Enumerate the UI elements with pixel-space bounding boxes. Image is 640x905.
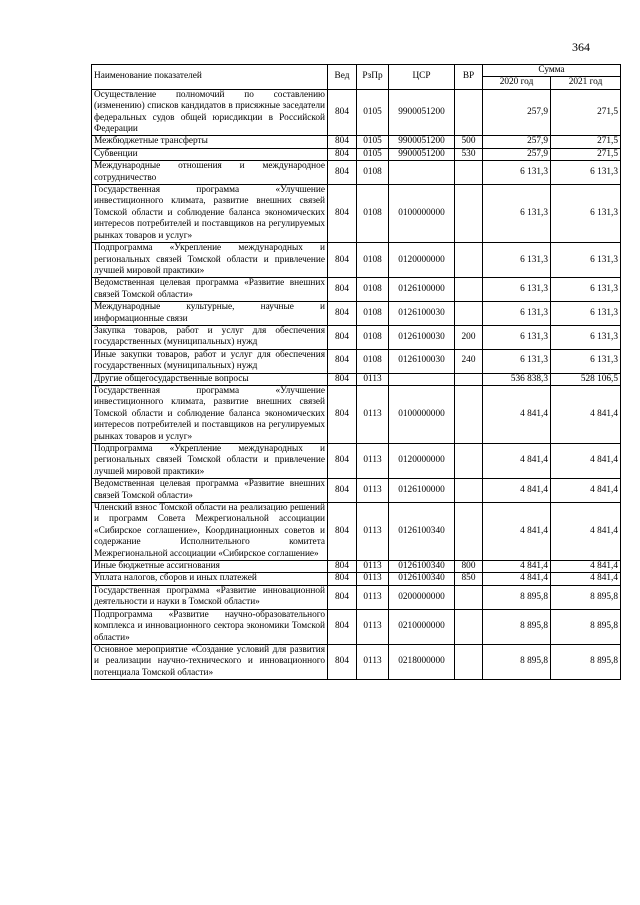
row-rzpr: 0113 (357, 585, 389, 609)
row-name: Международные культурные, научные и информационные связи (92, 302, 328, 326)
row-ved: 804 (328, 585, 357, 609)
row-csr (389, 161, 455, 185)
header-rzpr: РзПр (357, 65, 389, 90)
row-sum-2021: 6 131,3 (551, 161, 621, 185)
table-body (92, 89, 621, 679)
row-sum-2021: 6 131,3 (551, 278, 621, 302)
row-csr: 0126100030 (389, 349, 455, 373)
table-row (92, 503, 621, 561)
row-vr (455, 185, 483, 243)
row-name: Уплата налогов, сборов и иных платежей (92, 573, 328, 585)
row-vr: 530 (455, 148, 483, 160)
row-ved: 804 (328, 444, 357, 479)
row-csr: 0210000000 (389, 609, 455, 644)
table-row (92, 644, 621, 679)
row-rzpr: 0113 (357, 573, 389, 585)
header-name: Наименование показателей (92, 65, 328, 90)
row-sum-2020: 4 841,4 (483, 561, 551, 573)
row-sum-2020: 257,9 (483, 89, 551, 136)
row-name: Ведомственная целевая программа «Развитие внешних связей Томской области» (92, 479, 328, 503)
row-rzpr: 0108 (357, 185, 389, 243)
table-row (92, 136, 621, 148)
row-ved: 804 (328, 161, 357, 185)
row-name: Иные закупки товаров, работ и услуг для обеспечения государственных (муниципальных) нужд (92, 349, 328, 373)
table-row (92, 373, 621, 385)
row-name: Ведомственная целевая программа «Развитие внешних связей Томской области» (92, 278, 328, 302)
row-csr: 0126100000 (389, 278, 455, 302)
row-name: Другие общегосударственные вопросы (92, 373, 328, 385)
table-row (92, 385, 621, 443)
row-csr: 0218000000 (389, 644, 455, 679)
row-sum-2021: 271,5 (551, 89, 621, 136)
header-ved: Вед (328, 65, 357, 90)
row-sum-2021: 271,5 (551, 148, 621, 160)
table-header (92, 65, 621, 90)
row-rzpr: 0108 (357, 278, 389, 302)
row-sum-2021: 4 841,4 (551, 444, 621, 479)
table-row (92, 609, 621, 644)
row-sum-2021: 4 841,4 (551, 385, 621, 443)
row-rzpr: 0108 (357, 325, 389, 349)
header-vr: ВР (455, 65, 483, 90)
header-year-2021: 2021 год (551, 77, 621, 89)
row-ved: 804 (328, 349, 357, 373)
header-sum: Сумма (483, 65, 621, 77)
row-csr: 0126100340 (389, 503, 455, 561)
row-rzpr: 0113 (357, 444, 389, 479)
row-ved: 804 (328, 609, 357, 644)
row-name: Основное мероприятие «Создание условий для развития и реализации научно-технического и инновационного потенциала Томской области» (92, 644, 328, 679)
row-rzpr: 0113 (357, 561, 389, 573)
row-rzpr: 0113 (357, 503, 389, 561)
row-vr (455, 479, 483, 503)
row-csr: 0126100030 (389, 325, 455, 349)
row-csr: 0120000000 (389, 243, 455, 278)
row-name: Межбюджетные трансферты (92, 136, 328, 148)
row-ved: 804 (328, 373, 357, 385)
row-sum-2021: 4 841,4 (551, 573, 621, 585)
table-row (92, 161, 621, 185)
row-ved: 804 (328, 185, 357, 243)
row-name: Закупка товаров, работ и услуг для обеспечения государственных (муниципальных) нужд (92, 325, 328, 349)
header-csr: ЦСР (389, 65, 455, 90)
row-ved: 804 (328, 573, 357, 585)
row-name: Государственная программа «Улучшение инвестиционного климата, развитие внешних связей Томской области и соблюдение баланса экономических интересов потребителей и поставщиков на регулируемых рынках товаров и услуг» (92, 185, 328, 243)
row-name: Международные отношения и международное сотрудничество (92, 161, 328, 185)
row-name: Членский взнос Томской области на реализацию решений и программ Совета Межрегиональной ассоциации «Сибирское соглашение», Координационных советов и содержание Исполнительного комитета Межрегиональной ассоциации «Сибирское соглашение» (92, 503, 328, 561)
row-name: Субвенции (92, 148, 328, 160)
row-rzpr: 0113 (357, 479, 389, 503)
row-ved: 804 (328, 302, 357, 326)
row-csr: 0120000000 (389, 444, 455, 479)
row-vr (455, 503, 483, 561)
row-name: Подпрограмма «Укрепление международных и региональных связей Томской области и привлечение лучшей мировой практики» (92, 243, 328, 278)
row-csr: 0126100340 (389, 561, 455, 573)
row-name: Подпрограмма «Развитие научно-образовательного комплекса и инновационного сектора экономики Томской области» (92, 609, 328, 644)
row-vr (455, 585, 483, 609)
header-year-2020: 2020 год (483, 77, 551, 89)
table-row (92, 585, 621, 609)
row-rzpr: 0105 (357, 136, 389, 148)
row-sum-2021: 4 841,4 (551, 561, 621, 573)
row-sum-2021: 8 895,8 (551, 609, 621, 644)
row-vr (455, 444, 483, 479)
row-sum-2020: 4 841,4 (483, 503, 551, 561)
row-sum-2021: 6 131,3 (551, 349, 621, 373)
table-row (92, 278, 621, 302)
table-row (92, 148, 621, 160)
row-sum-2021: 4 841,4 (551, 503, 621, 561)
row-csr: 0126100030 (389, 302, 455, 326)
row-rzpr: 0108 (357, 302, 389, 326)
row-sum-2021: 6 131,3 (551, 243, 621, 278)
row-sum-2020: 6 131,3 (483, 161, 551, 185)
row-csr: 9900051200 (389, 148, 455, 160)
row-sum-2020: 8 895,8 (483, 585, 551, 609)
row-sum-2020: 4 841,4 (483, 573, 551, 585)
table-row (92, 302, 621, 326)
row-name: Иные бюджетные ассигнования (92, 561, 328, 573)
row-rzpr: 0108 (357, 161, 389, 185)
table-row (92, 325, 621, 349)
row-vr: 500 (455, 136, 483, 148)
row-csr (389, 373, 455, 385)
row-rzpr: 0113 (357, 373, 389, 385)
row-name: Государственная программа «Улучшение инвестиционного климата, развитие внешних связей Томской области и соблюдение баланса экономических интересов потребителей и поставщиков на регулируемых рынках товаров и услуг» (92, 385, 328, 443)
row-sum-2020: 6 131,3 (483, 185, 551, 243)
row-ved: 804 (328, 325, 357, 349)
row-rzpr: 0108 (357, 349, 389, 373)
row-rzpr: 0113 (357, 609, 389, 644)
row-sum-2021: 528 106,5 (551, 373, 621, 385)
row-sum-2021: 8 895,8 (551, 585, 621, 609)
table-row (92, 561, 621, 573)
row-csr: 0100000000 (389, 385, 455, 443)
row-rzpr: 0105 (357, 89, 389, 136)
table-row (92, 243, 621, 278)
row-vr (455, 243, 483, 278)
row-csr: 9900051200 (389, 136, 455, 148)
row-ved: 804 (328, 278, 357, 302)
table-row (92, 479, 621, 503)
row-rzpr: 0113 (357, 385, 389, 443)
row-csr: 0100000000 (389, 185, 455, 243)
row-ved: 804 (328, 148, 357, 160)
row-sum-2020: 4 841,4 (483, 444, 551, 479)
row-vr: 240 (455, 349, 483, 373)
row-ved: 804 (328, 89, 357, 136)
row-vr (455, 89, 483, 136)
row-sum-2020: 8 895,8 (483, 609, 551, 644)
row-vr (455, 609, 483, 644)
table-row (92, 444, 621, 479)
row-csr: 0126100340 (389, 573, 455, 585)
row-sum-2020: 4 841,4 (483, 479, 551, 503)
row-ved: 804 (328, 644, 357, 679)
row-rzpr: 0108 (357, 243, 389, 278)
row-sum-2020: 257,9 (483, 136, 551, 148)
row-name: Подпрограмма «Укрепление международных и региональных связей Томской области и привлечение лучшей мировой практики» (92, 444, 328, 479)
row-sum-2020: 6 131,3 (483, 278, 551, 302)
row-csr: 0200000000 (389, 585, 455, 609)
row-ved: 804 (328, 479, 357, 503)
page-number: 364 (572, 40, 590, 54)
row-sum-2021: 6 131,3 (551, 302, 621, 326)
row-vr: 850 (455, 573, 483, 585)
row-csr: 9900051200 (389, 89, 455, 136)
table-row (92, 349, 621, 373)
row-csr: 0126100000 (389, 479, 455, 503)
row-sum-2020: 6 131,3 (483, 243, 551, 278)
row-vr (455, 302, 483, 326)
row-sum-2020: 257,9 (483, 148, 551, 160)
row-vr (455, 644, 483, 679)
row-sum-2021: 8 895,8 (551, 644, 621, 679)
row-name: Государственная программа «Развитие инновационной деятельности и науки в Томской области» (92, 585, 328, 609)
row-sum-2021: 4 841,4 (551, 479, 621, 503)
row-vr (455, 278, 483, 302)
row-vr: 200 (455, 325, 483, 349)
row-ved: 804 (328, 385, 357, 443)
row-sum-2020: 6 131,3 (483, 325, 551, 349)
row-sum-2020: 536 838,3 (483, 373, 551, 385)
row-sum-2020: 6 131,3 (483, 349, 551, 373)
row-sum-2021: 271,5 (551, 136, 621, 148)
row-rzpr: 0113 (357, 644, 389, 679)
row-sum-2021: 6 131,3 (551, 325, 621, 349)
budget-table (91, 64, 621, 680)
row-sum-2020: 6 131,3 (483, 302, 551, 326)
table-row (92, 573, 621, 585)
row-vr (455, 385, 483, 443)
table-row (92, 185, 621, 243)
row-rzpr: 0105 (357, 148, 389, 160)
row-sum-2020: 4 841,4 (483, 385, 551, 443)
row-sum-2021: 6 131,3 (551, 185, 621, 243)
row-ved: 804 (328, 561, 357, 573)
row-ved: 804 (328, 136, 357, 148)
table-row (92, 89, 621, 136)
row-vr (455, 161, 483, 185)
row-name: Осуществление полномочий по составлению (изменению) списков кандидатов в присяжные заседатели федеральных судов общей юрисдикции в Российской Федерации (92, 89, 328, 136)
row-ved: 804 (328, 503, 357, 561)
row-ved: 804 (328, 243, 357, 278)
row-vr: 800 (455, 561, 483, 573)
row-vr (455, 373, 483, 385)
row-sum-2020: 8 895,8 (483, 644, 551, 679)
